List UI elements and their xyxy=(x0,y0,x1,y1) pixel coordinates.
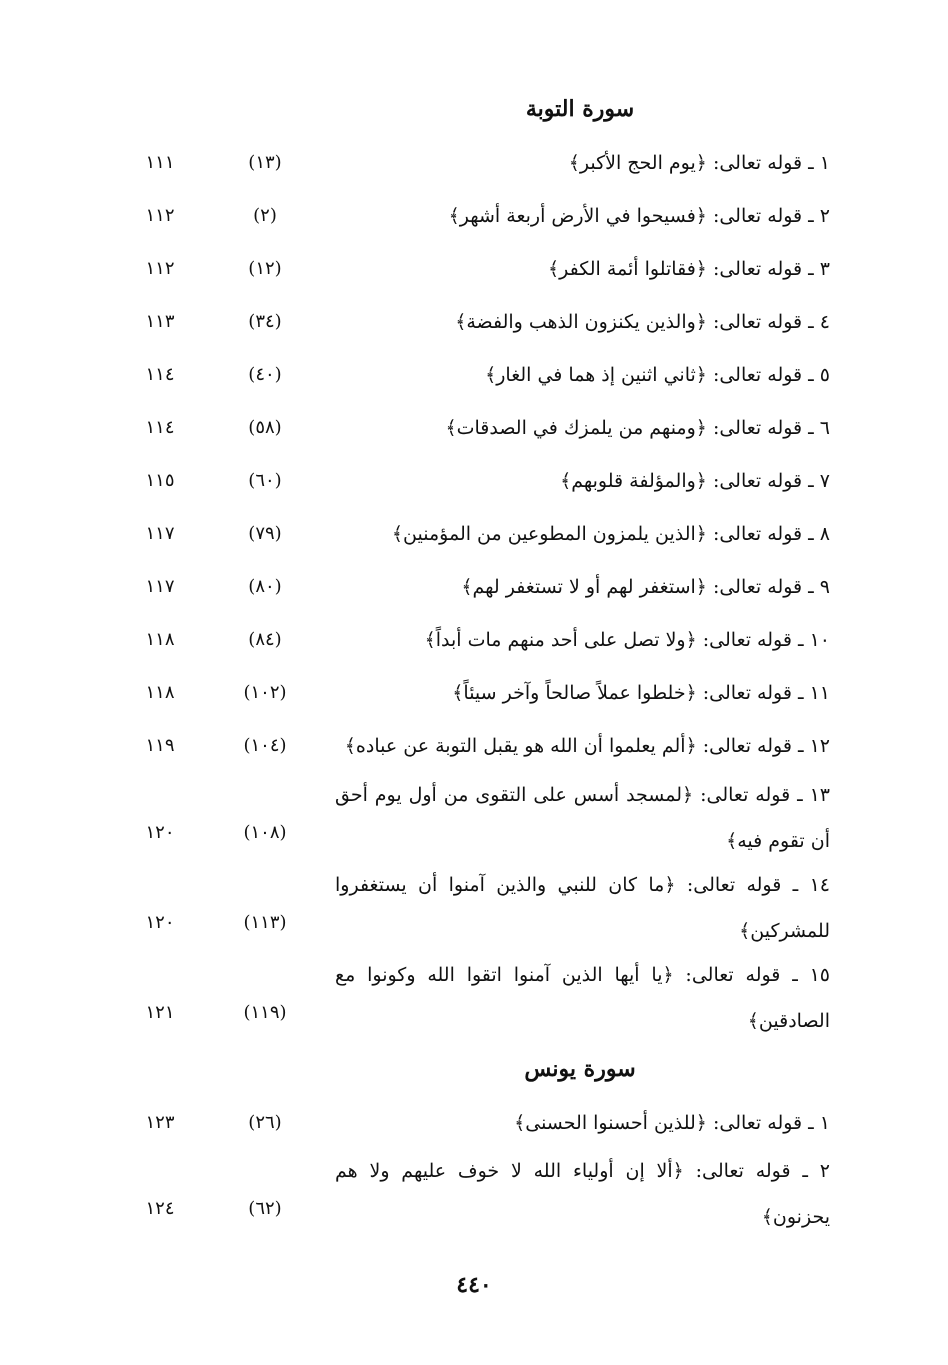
verse-number: (١٠٤) xyxy=(243,735,287,756)
page-reference: ١١٤ xyxy=(145,417,175,438)
verse-number: (٨٠) xyxy=(248,576,282,597)
entry-text: ٥ ـ قوله تعالى: ﴿ثاني اثنين إذ هما في الغار﴾ xyxy=(485,364,830,386)
page-reference: ١١٧ xyxy=(145,523,175,544)
entry-text: ١ ـ قوله تعالى: ﴿للذين أحسنوا الحسنى﴾ xyxy=(514,1112,830,1134)
entry-text: ١٢ ـ قوله تعالى: ﴿ألم يعلموا أن الله هو يقبل التوبة عن عباده﴾ xyxy=(344,735,830,757)
page-reference: ١٢٠ xyxy=(145,822,175,843)
entry-text: ٢ ـ قوله تعالى: ﴿فسيحوا في الأرض أربعة أشهر﴾ xyxy=(448,205,830,227)
entry-text: ٣ ـ قوله تعالى: ﴿فقاتلوا أئمة الكفر﴾ xyxy=(548,258,830,280)
page-reference: ١٢١ xyxy=(145,1002,175,1023)
entry-text: ٩ ـ قوله تعالى: ﴿استغفر لهم أو لا تستغفر لهم﴾ xyxy=(461,576,830,598)
verse-number: (٣٤) xyxy=(248,311,282,332)
verse-number: (٨٤) xyxy=(248,629,282,650)
verse-number: (١١٣) xyxy=(243,912,287,933)
page-reference: ١٢٣ xyxy=(145,1112,175,1133)
page-reference: ١٢٠ xyxy=(145,912,175,933)
verse-number: (١٢) xyxy=(248,258,282,279)
verse-number: (٦٠) xyxy=(248,470,282,491)
page-reference: ١١٨ xyxy=(145,629,175,650)
entry-text: ١٣ ـ قوله تعالى: ﴿لمسجد أسس على التقوى من أول يوم أحق أن تقوم فيه﴾ xyxy=(335,784,830,852)
entry-text: ٤ ـ قوله تعالى: ﴿والذين يكنزون الذهب والفضة﴾ xyxy=(455,311,830,333)
page-reference: ١٢٤ xyxy=(145,1198,175,1219)
entry-text: ٦ ـ قوله تعالى: ﴿ومنهم من يلمزك في الصدقات﴾ xyxy=(445,417,830,439)
page-reference: ١١٥ xyxy=(145,470,175,491)
page-reference: ١١٢ xyxy=(145,258,175,279)
entry-text: ١٠ ـ قوله تعالى: ﴿ولا تصل على أحد منهم مات أبداً﴾ xyxy=(424,629,830,651)
page-reference: ١١٤ xyxy=(145,364,175,385)
verse-number: (١٣) xyxy=(248,152,282,173)
verse-number: (٥٨) xyxy=(248,417,282,438)
verse-number: (١٠٨) xyxy=(243,822,287,843)
page-reference: ١١١ xyxy=(145,152,175,173)
entry-text: ٧ ـ قوله تعالى: ﴿والمؤلفة قلوبهم﴾ xyxy=(560,470,830,492)
page-reference: ١١٨ xyxy=(145,682,175,703)
page-reference: ١١٩ xyxy=(145,735,175,756)
entry-text: ١٤ ـ قوله تعالى: ﴿ما كان للنبي والذين آمنوا أن يستغفروا للمشركين﴾ xyxy=(335,874,830,942)
verse-number: (٧٩) xyxy=(248,523,282,544)
entry-text: ٨ ـ قوله تعالى: ﴿الذين يلمزون المطوعين من المؤمنين﴾ xyxy=(391,523,830,545)
verse-number: (٢) xyxy=(253,205,277,226)
entry-text: ١ ـ قوله تعالى: ﴿يوم الحج الأكبر﴾ xyxy=(568,152,830,174)
page-reference: ١١٧ xyxy=(145,576,175,597)
verse-number: (١٠٢) xyxy=(243,682,287,703)
entry-text: ٢ ـ قوله تعالى: ﴿ألا إن أولياء الله لا خوف عليهم ولا هم يحزنون﴾ xyxy=(335,1160,830,1228)
section-title-yunus: سورة يونس xyxy=(524,1056,636,1082)
page-number: ٤٤٠ xyxy=(456,1272,492,1298)
verse-number: (٤٠) xyxy=(248,364,282,385)
verse-number: (٢٦) xyxy=(248,1112,282,1133)
verse-number: (١١٩) xyxy=(243,1002,287,1023)
entry-text: ١١ ـ قوله تعالى: ﴿خلطوا عملاً صالحاً وآخر سيئاً﴾ xyxy=(452,682,830,704)
entry-text: ١٥ ـ قوله تعالى: ﴿يا أيها الذين آمنوا اتقوا الله وكونوا مع الصادقين﴾ xyxy=(335,964,830,1032)
section-title-tawbah: سورة التوبة xyxy=(525,96,635,122)
verse-number: (٦٢) xyxy=(248,1198,282,1219)
page-reference: ١١٢ xyxy=(145,205,175,226)
page-reference: ١١٣ xyxy=(145,311,175,332)
